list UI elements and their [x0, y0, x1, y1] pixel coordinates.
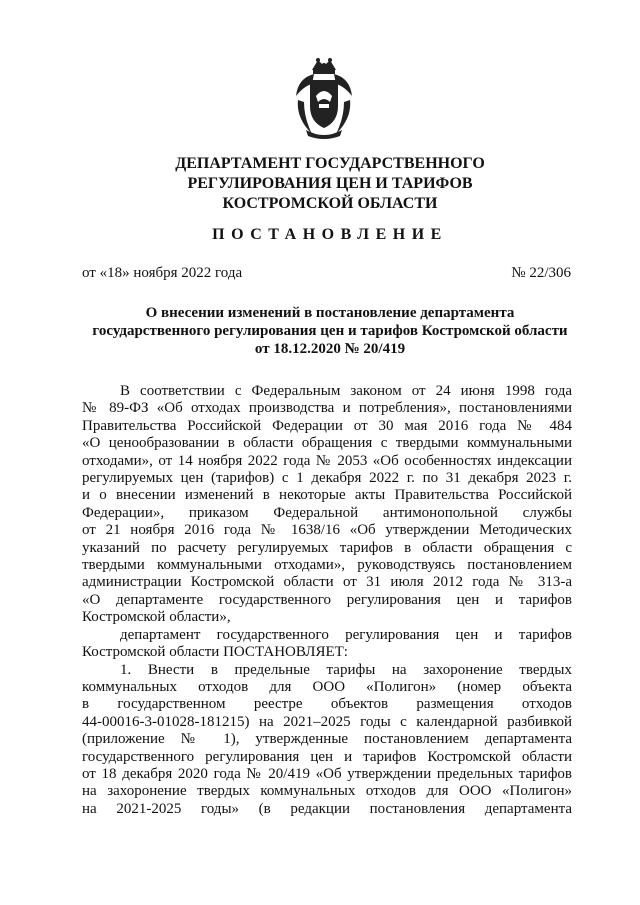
department-name	[70, 154, 590, 214]
department-line: РЕГУЛИРОВАНИЯ ЦЕН И ТАРИФОВ	[187, 175, 473, 192]
text-line: 1. Внести в предельные тарифы на захоронение твердых	[120, 661, 572, 678]
text-line: «О департаменте государственного регулирования цен и тарифов	[82, 591, 572, 608]
document-number: № 22/306	[511, 265, 571, 281]
document-type-heading: ПОСТАНОВЛЕНИЕ	[212, 226, 448, 243]
text-line: (приложение № 1), утвержденные постановлением департамента	[82, 731, 572, 748]
text-line: от 18 декабря 2020 года № 20/419 «Об утверждении предельных тарифов	[82, 765, 572, 782]
department-line: ДЕПАРТАМЕНТ ГОСУДАРСТВЕННОГО	[175, 155, 485, 172]
text-line: государственного регулирования цен и тарифов Костромской области	[82, 748, 572, 765]
text-line: В соответствии с Федеральным законом от 24 июня 1998 года	[120, 383, 572, 399]
text-line: отходами», от 14 ноября 2022 года № 2053 «Об особенностях индексации	[82, 452, 572, 469]
text-line: от 21 ноября 2016 года № 1638/16 «Об утверждении Методических	[82, 522, 572, 539]
text-line: № 89-ФЗ «Об отходах производства и потребления», постановлениями	[82, 400, 572, 417]
document-date: от «18» ноября 2022 года	[82, 265, 243, 281]
title-line: государственного регулирования цен и тарифов Костромской области	[92, 323, 568, 339]
text-line: Федерации», приказом Федеральной антимонопольной службы	[82, 504, 572, 521]
text-line: коммунальных отходов для ООО «Полигон» (номер объекта	[82, 678, 572, 695]
text-line: Правительства Российской Федерации от 30 мая 2016 года № 484	[82, 417, 572, 434]
text-line: Костромской области»,	[82, 609, 231, 626]
text-line: администрации Костромской области от 31 июля 2012 года № 313-а	[82, 574, 572, 591]
text-line: регулируемых цен (тарифов) с 1 декабря 2022 г. по 31 декабря 2023 г.	[82, 470, 572, 487]
text-line: и о внесении изменений в некоторые акты Правительства Российской	[82, 487, 572, 504]
text-line: в государственном реестре объектов размещения отходов	[82, 696, 572, 713]
text-line: указаний по расчету регулируемых тарифов в области обращения с	[82, 539, 572, 556]
title-line: О внесении изменений в постановление департамента	[145, 305, 515, 321]
title-line: от 18.12.2020 № 20/419	[254, 341, 406, 357]
text-line: на захоронение твердых коммунальных отходов для ООО «Полигон»	[82, 783, 572, 800]
text-line: «О ценообразовании в области обращения с твердыми коммунальными	[82, 435, 572, 452]
text-line: Костромской области ПОСТАНОВЛЯЕТ:	[82, 644, 348, 661]
paragraph-resolution	[82, 627, 572, 662]
paragraph-item-1	[82, 662, 572, 819]
paragraph-preamble	[82, 383, 572, 627]
text-line: твердыми коммунальными отходами», руководствуясь постановлением	[82, 557, 572, 574]
coat-of-arms-emblem	[292, 56, 356, 140]
document-body	[82, 383, 572, 818]
document-title	[70, 304, 590, 358]
department-line: КОСТРОМСКОЙ ОБЛАСТИ	[222, 195, 438, 212]
text-line: департамент государственного регулирования цен и тарифов	[120, 626, 572, 643]
text-line: на 2021-2025 годы» (в редакции постановления департамента	[82, 800, 572, 817]
text-line: 44-00016-3-01028-181215) на 2021–2025 годы с календарной разбивкой	[82, 713, 572, 730]
